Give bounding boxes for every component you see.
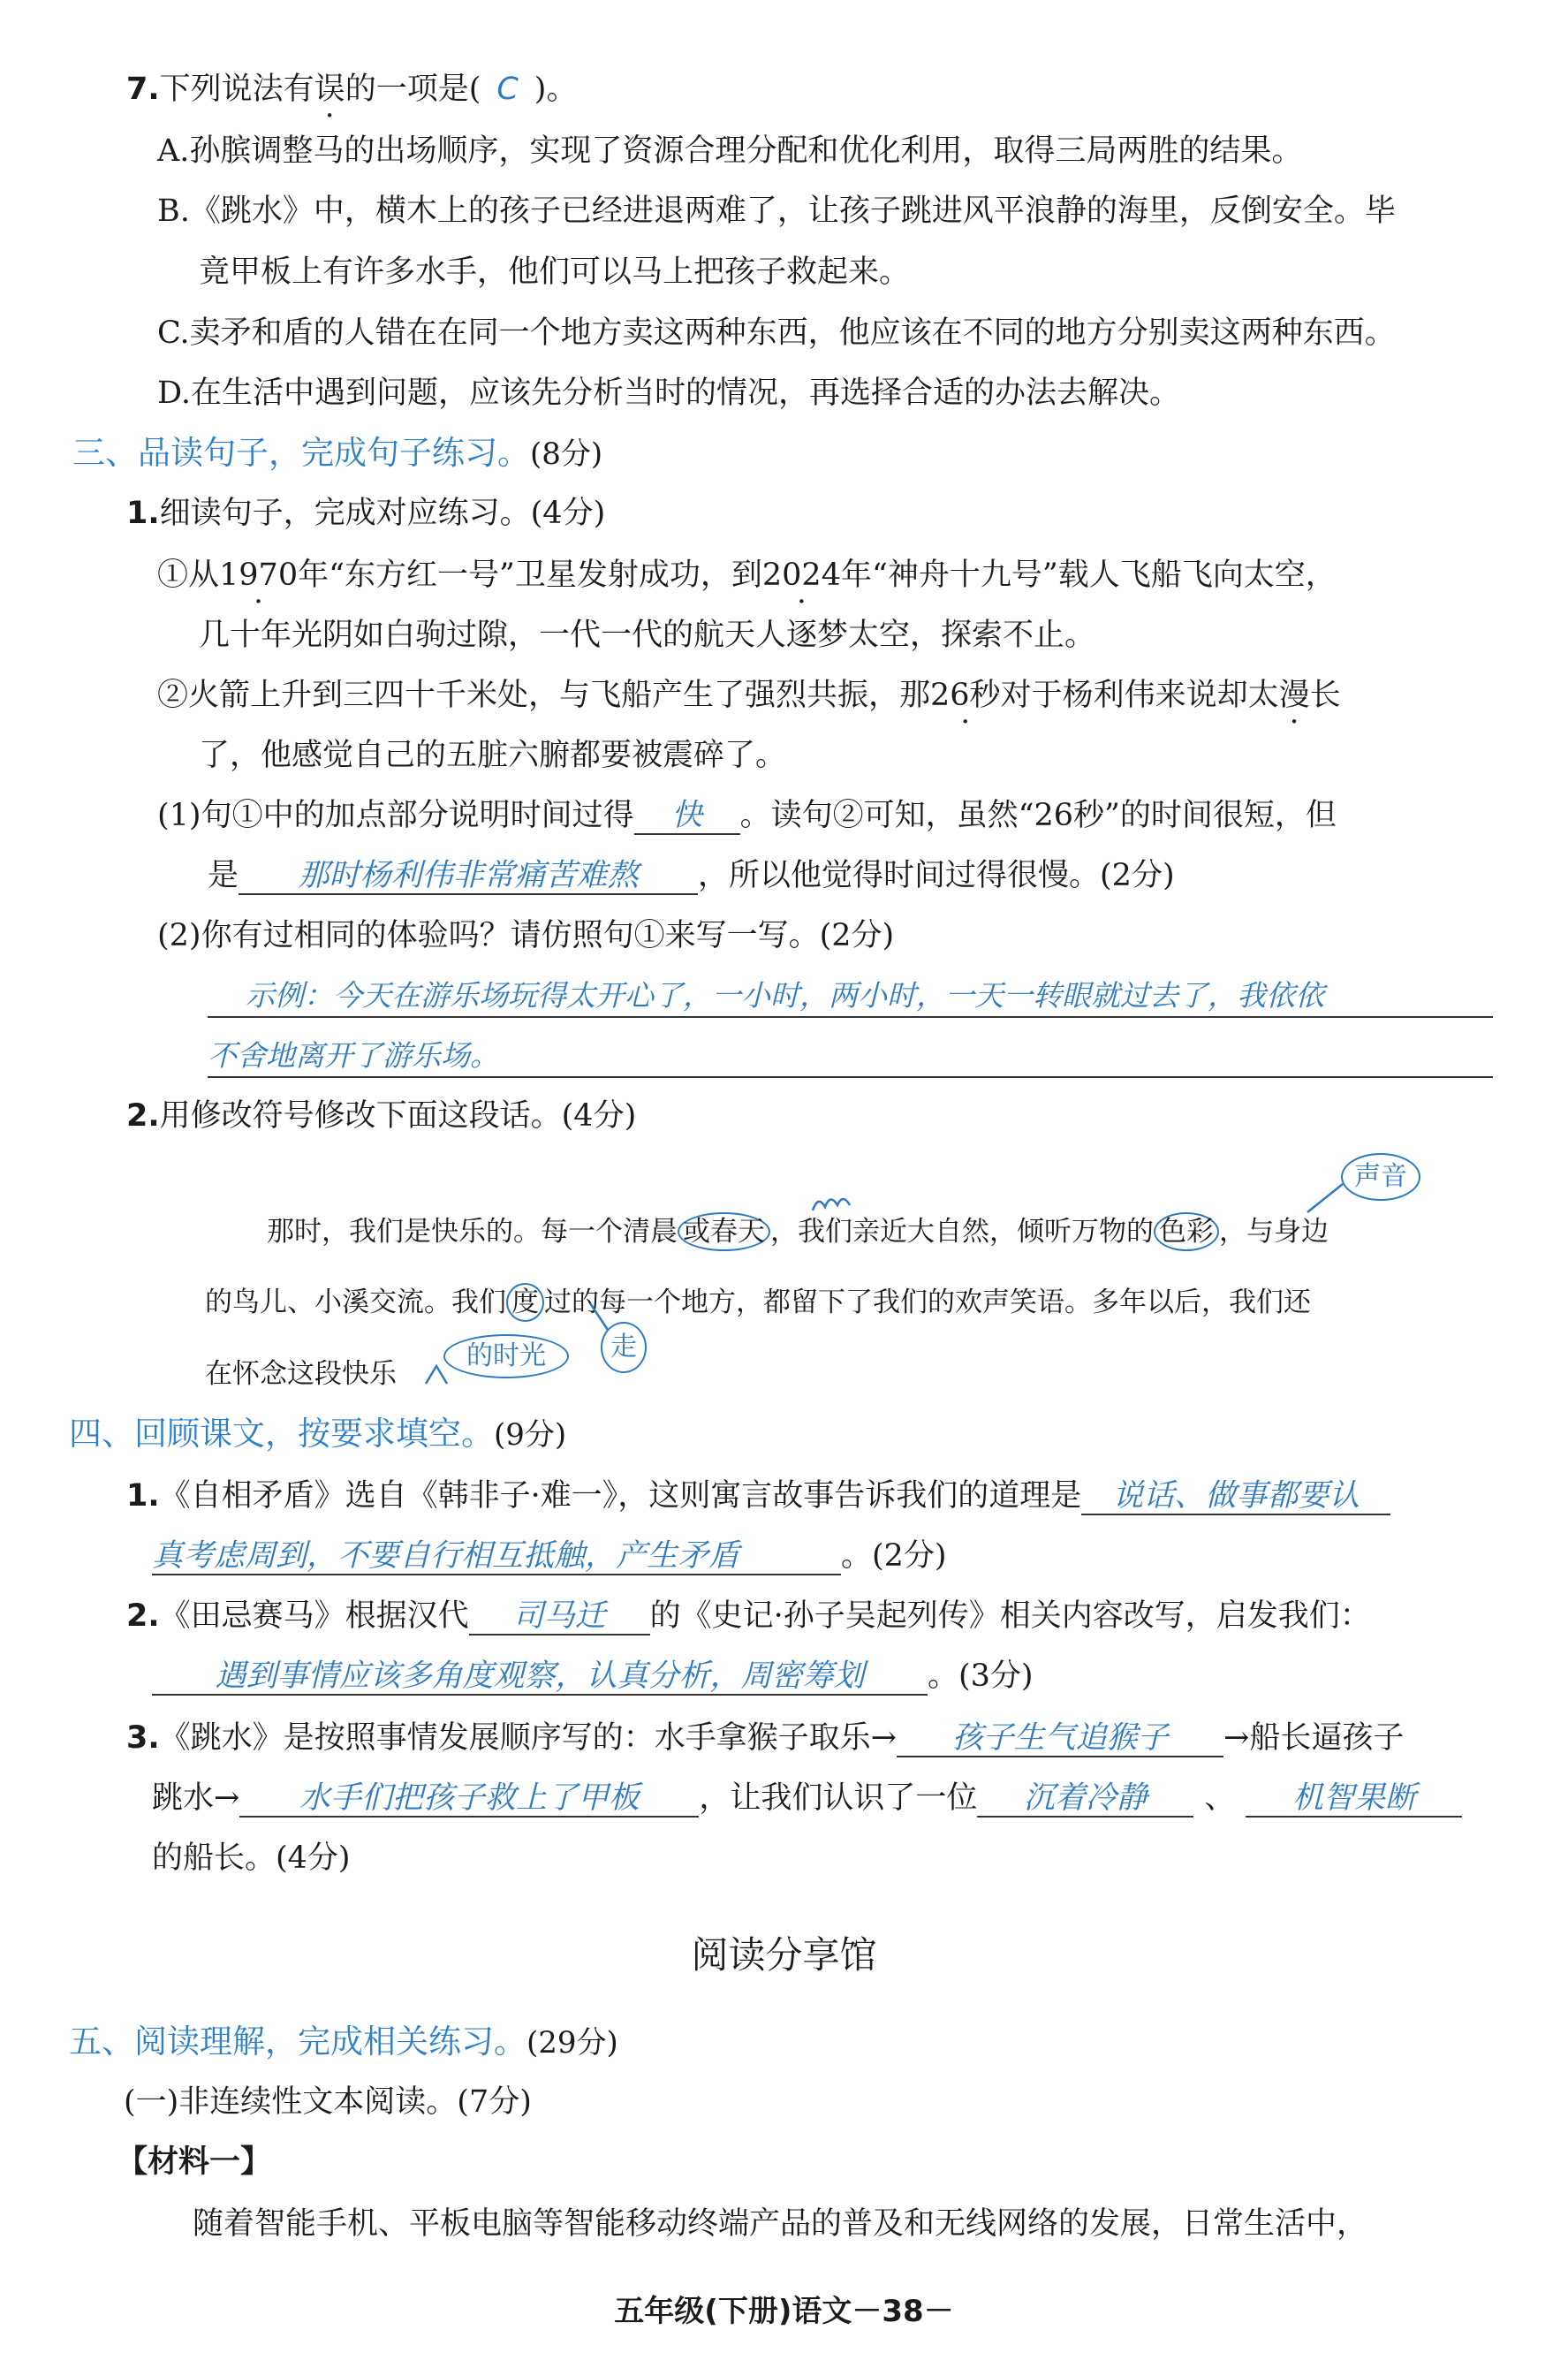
section-5-title: 五、阅读理解，完成相关练习。(29分) [69, 2023, 618, 2061]
q7-answer: C [496, 72, 519, 107]
q7-number: 7. [126, 72, 160, 107]
q7-option-c: C.卖矛和盾的人错在在同一个地方卖这两种东西，他应该在不同的地方分别卖这两种东西。 [157, 315, 1396, 351]
sec3-q2: 2.用修改符号修改下面这段话。(4分) [126, 1098, 637, 1134]
answer-contradiction-1: 说话、做事都要认 [1081, 1478, 1390, 1515]
emphasis-dots-1970: 1970 · [219, 555, 298, 596]
sec4-q3: 3.《跳水》是按照事情发展顺序写的：水手拿猴子取乐→ 孩子生气追猴子 →船长逼孩子 [126, 1720, 1405, 1756]
insertion-bubble-time: 的时光 [443, 1334, 569, 1378]
correction-bubble-sound: 声音 [1341, 1153, 1420, 1201]
sec4-q3-line2: 跳水→ 水手们把孩子救上了甲板 ，让我们认识了一位 沉着冷静 、 机智果断 [152, 1778, 1462, 1818]
emphasis-dot-char: 误 [314, 72, 345, 107]
page-footer: 五年级(下册)语文－38－ [614, 2294, 954, 2329]
sec4-q2-line2: 遇到事情应该多角度观察，认真分析，周密筹划 。(3分) [152, 1656, 1034, 1696]
sec3-q1: 1.细读句子，完成对应练习。(4分) [126, 496, 606, 531]
q7-option-b-cont: 竟甲板上有许多水手，他们可以马上把孩子救起来。 [199, 254, 911, 290]
sec4-q1-line2: 真考虑周到，不要自行相互抵触，产生矛盾 。(2分) [152, 1538, 947, 1574]
reading-section-heading: 阅读分享馆 [691, 1933, 877, 1977]
q7-option-a: A.孙膑调整马的出场顺序，实现了资源合理分配和优化利用，取得三局两胜的结果。 [157, 133, 1303, 169]
sub-question-1: (1)句①中的加点部分说明时间过得 快 。读句②可知，虽然“26秒”的时间很短，但 [157, 798, 1337, 833]
sub-question-1-line2: 是 那时杨利伟非常痛苦难熬 ，所以他觉得时间过得很慢。(2分) [208, 858, 1175, 893]
edit-passage-line3: 在怀念这段快乐 [205, 1358, 397, 1390]
sentence-1: ①从1970 ·年“东方红一号”卫星发射成功，到2024 ·年“神舟十九号”载人飞船飞向太空， [157, 555, 1337, 596]
answer-calm: 沉着冷静 [977, 1780, 1193, 1818]
answer-inspiration: 遇到事情应该多角度观察，认真分析，周密筹划 [152, 1658, 928, 1696]
sec4-q3-line3: 的船长。(4分) [152, 1841, 351, 1876]
material-one-text: 随着智能手机、平板电脑等智能移动终端产品的普及和无线网络的发展，日常生活中， [193, 2206, 1368, 2242]
section-3-title: 三、品读句子，完成句子练习。(8分) [72, 434, 603, 472]
replace-mark-du: 度 [506, 1283, 544, 1322]
answer-chase-monkey: 孩子生气追猴子 [897, 1720, 1223, 1757]
imitation-answer-line1: 示例：今天在游乐场玩得太开心了，一小时，两小时，一天一转眼就过去了，我依依 [246, 978, 1324, 1013]
answer-rescue: 水手们把孩子救上了甲板 [239, 1780, 699, 1818]
sec4-q2: 2.《田忌赛马》根据汉代 司马迁 的《史记·孙子吴起列传》相关内容改写，启发我们： [126, 1598, 1371, 1634]
edit-passage-line1: 那时，我们是快乐的。每一个清晨 或春天 ，我们亲近大自然，倾听万物的 色彩 ，与身边 [267, 1212, 1329, 1251]
sec5-subtitle: (一)非连续性文本阅读。(7分) [124, 2084, 532, 2120]
answer-painful: 那时杨利伟非常痛苦难熬 [239, 858, 698, 895]
connector-sound [1307, 1184, 1343, 1212]
sentence-1-line2: 几十年光阴如白驹过隙，一代一代的航天人逐梦太空，探索不止。 [199, 618, 1096, 653]
replace-mark-color: 色彩 [1154, 1212, 1219, 1251]
emphasis-dots-too-long: 太漫长 [1247, 678, 1341, 713]
answer-fast: 快 [634, 798, 740, 835]
q7-stem: 7.下列说法有误的一项是( C )。 [126, 69, 577, 110]
answer-clever: 机智果断 [1246, 1780, 1462, 1818]
q7-option-b: B.《跳水》中，横木上的孩子已经进退两难了，让孩子跳进风平浪静的海里，反倒安全。毕 [157, 194, 1396, 229]
sec4-q1: 1.《自相矛盾》选自《韩非子·难一》，这则寓言故事告诉我们的道理是 说话、做事都要认 [126, 1476, 1390, 1516]
correction-bubble-walk: 走 [601, 1322, 647, 1373]
q7-option-d: D.在生活中遇到问题，应该先分析当时的情况，再选择合适的办法去解决。 [157, 376, 1180, 411]
answer-rule-1 [208, 1016, 1493, 1018]
answer-rule-2 [208, 1076, 1493, 1078]
section-4-title: 四、回顾课文，按要求填空。(9分) [69, 1415, 567, 1453]
insertion-caret [426, 1366, 447, 1384]
sentence-2: ②火箭上升到三四十千米处，与飞船产生了强烈共振，那26秒 ·对于杨利伟来说却太漫长 [157, 675, 1341, 716]
answer-contradiction-2: 真考虑周到，不要自行相互抵触，产生矛盾 [152, 1538, 841, 1575]
edit-passage-line2: 的鸟儿、小溪交流。我们 度 过的每一个地方，都留下了我们的欢声笑语。多年以后，我们还 [205, 1283, 1311, 1322]
sentence-2-line2: 了，他感觉自己的五脏六腑都要被震碎了。 [199, 738, 787, 773]
answer-author: 司马迁 [469, 1598, 650, 1636]
material-one-label: 【材料一】 [117, 2144, 272, 2180]
deletion-mark-or-spring: 或春天 [678, 1212, 770, 1251]
emphasis-dots-26s: 26秒 · [930, 675, 1001, 716]
emphasis-dots-2024: 2024 · [762, 555, 841, 596]
deletion-loop-mark [813, 1199, 850, 1211]
sub-question-2: (2)你有过相同的体验吗？请仿照句①来写一写。(2分) [157, 918, 895, 953]
imitation-answer-line2: 不舍地离开了游乐场。 [208, 1038, 499, 1073]
